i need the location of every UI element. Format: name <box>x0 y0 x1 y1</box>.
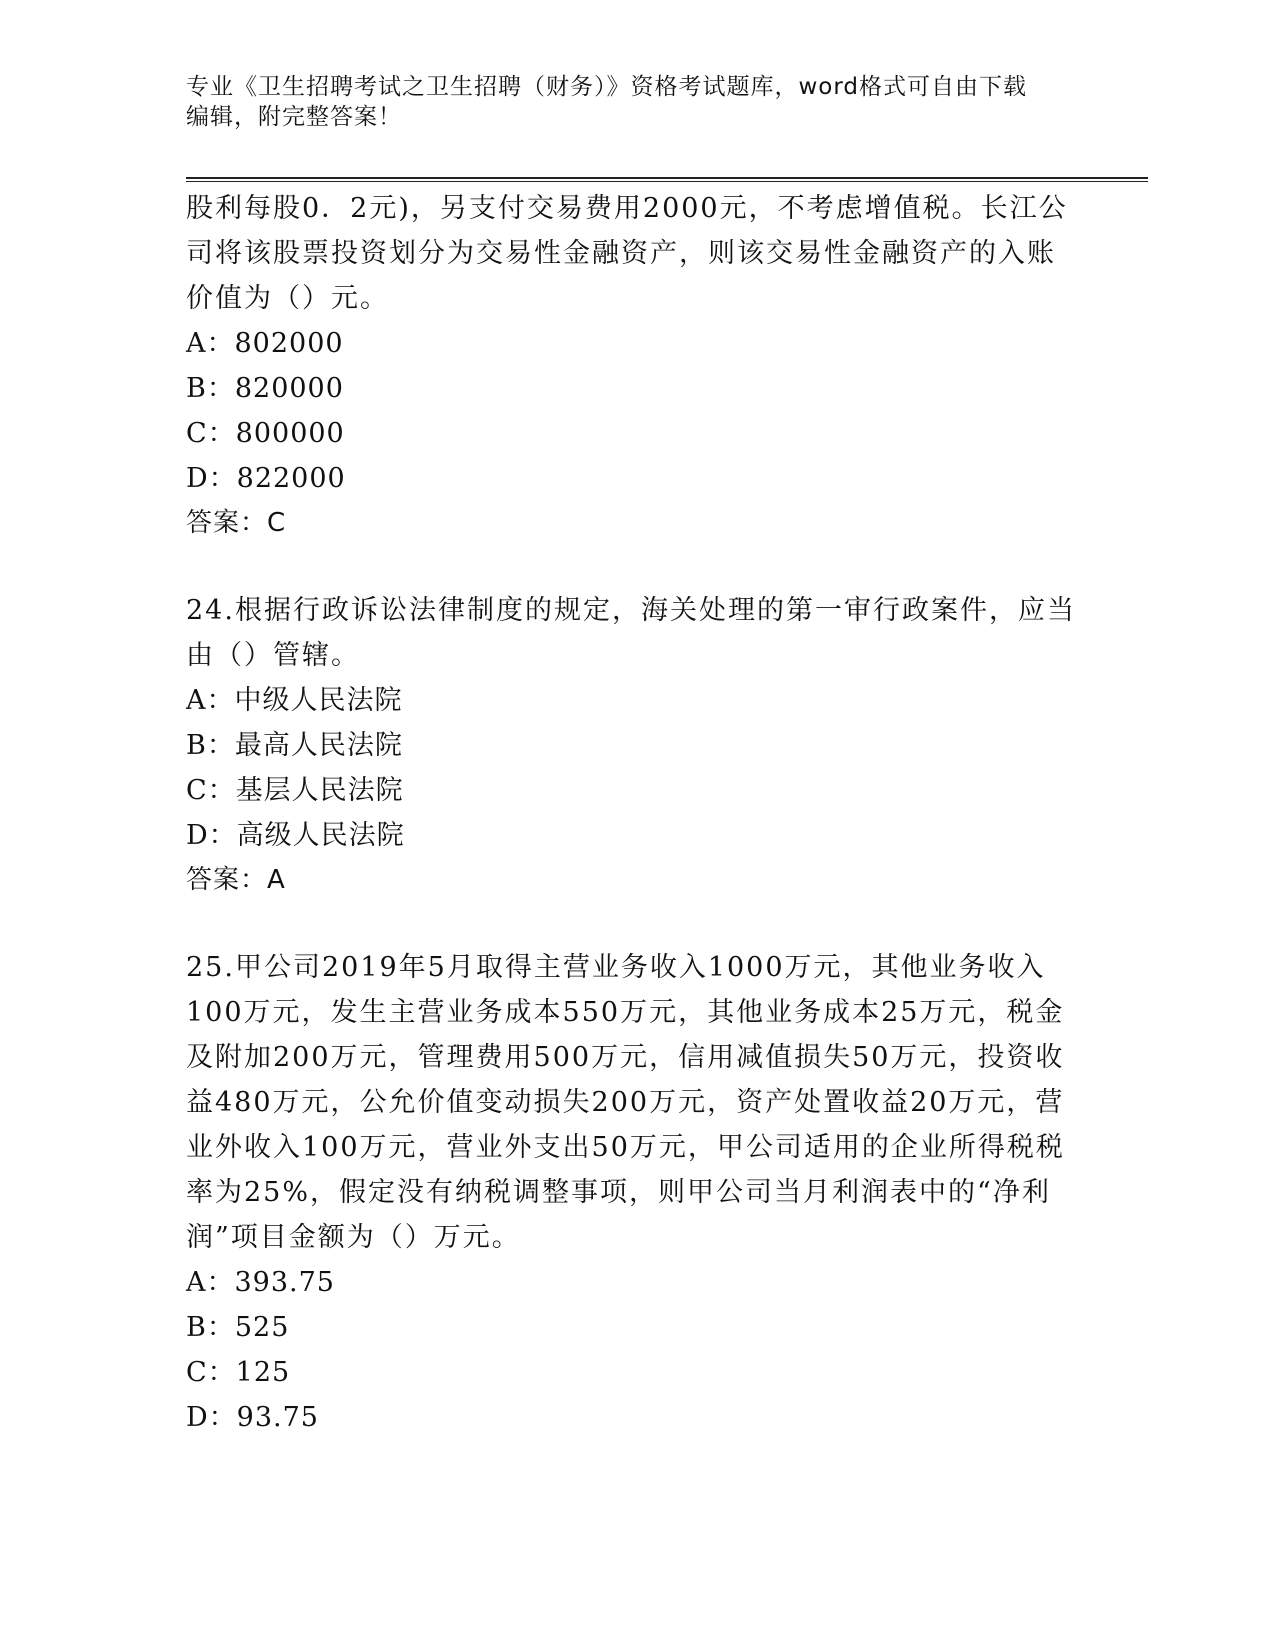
answer-line: 答案：A <box>186 865 286 895</box>
question-stem-line: 率为25%，假定没有纳税调整事项，则甲公司当月利润表中的“净利 <box>186 1177 1051 1208</box>
question-stem-line: 润”项目金额为（）万元。 <box>186 1222 521 1253</box>
question-stem-line: 25.甲公司2019年5月取得主营业务收入1000万元，其他业务收入 <box>186 952 1046 983</box>
question-stem-line: 业外收入100万元，营业外支出50万元，甲公司适用的企业所得税税 <box>186 1132 1065 1163</box>
question-stem-line: 24.根据行政诉讼法律制度的规定，海关处理的第一审行政案件，应当 <box>186 595 1076 626</box>
question-stem-line: 司将该股票投资划分为交易性金融资产，则该交易性金融资产的入账 <box>186 238 1056 269</box>
answer-line: 答案：C <box>186 508 287 538</box>
option-c: C：800000 <box>186 418 345 449</box>
page-header <box>186 72 1066 132</box>
header-rule-thin <box>186 181 1148 182</box>
question-stem-line: 由（）管辖。 <box>186 640 360 671</box>
question-list <box>186 186 1086 1440</box>
option-c: C：125 <box>186 1357 291 1388</box>
question-24 <box>186 588 1086 903</box>
option-d: D：93.75 <box>186 1402 319 1433</box>
question-stem-line: 股利每股0．2元)，另支付交易费用2000元，不考虑增值税。长江公 <box>186 193 1068 224</box>
question-stem-line: 价值为（）元。 <box>186 283 389 314</box>
option-c: C：基层人民法院 <box>186 775 404 806</box>
question-25 <box>186 945 1086 1440</box>
header-line-2: 编辑，附完整答案！ <box>186 104 402 130</box>
option-b: B：525 <box>186 1312 290 1343</box>
option-b: B：820000 <box>186 373 344 404</box>
header-line-1: 专业《卫生招聘考试之卫生招聘（财务）》资格考试题库，word格式可自由下载 <box>186 74 1028 100</box>
option-b: B：最高人民法院 <box>186 730 403 761</box>
option-a: A：中级人民法院 <box>186 685 403 716</box>
question-stem-line: 及附加200万元，管理费用500万元，信用减值损失50万元，投资收 <box>186 1042 1065 1073</box>
question-gap <box>186 903 1086 945</box>
question-23 <box>186 186 1086 546</box>
header-rule-thick <box>186 177 1148 179</box>
option-d: D：高级人民法院 <box>186 820 405 851</box>
question-stem-line: 益480万元，公允价值变动损失200万元，资产处置收益20万元，营 <box>186 1087 1065 1118</box>
option-a: A：393.75 <box>186 1267 335 1298</box>
question-gap <box>186 546 1086 588</box>
option-d: D：822000 <box>186 463 346 494</box>
option-a: A：802000 <box>186 328 344 359</box>
question-stem-line: 100万元，发生主营业务成本550万元，其他业务成本25万元，税金 <box>186 997 1065 1028</box>
